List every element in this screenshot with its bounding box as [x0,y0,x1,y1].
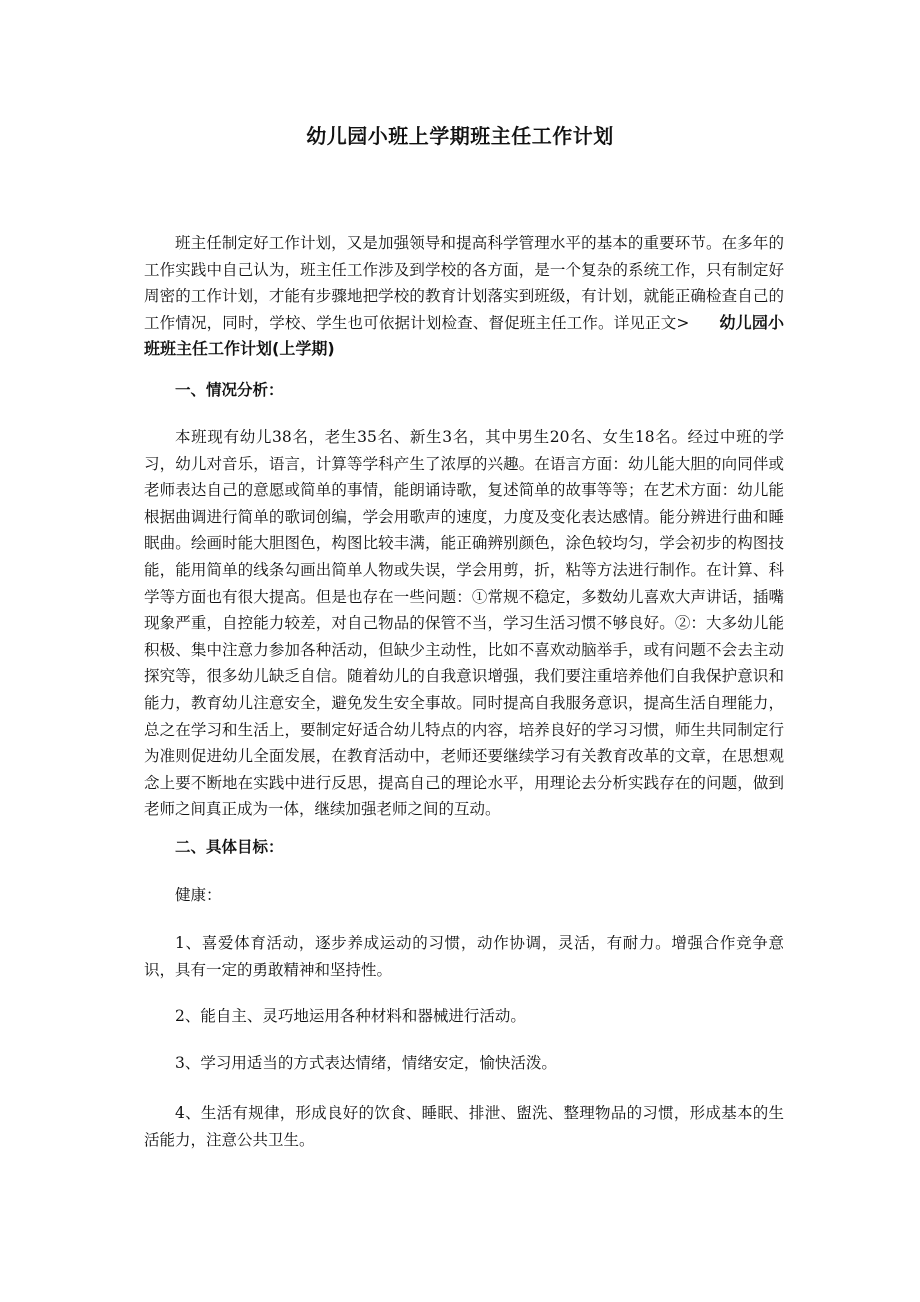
goal-item: 3、学习用适当的方式表达情绪，情绪安定，愉快活泼。 [175,1054,557,1072]
goal-item: 4、生活有规律，形成良好的饮食、睡眠、排泄、盥洗、整理物品的习惯，形成基本的生活能力，注意公共卫生。 [144,1104,784,1149]
intro-text: 班主任制定好工作计划，又是加强领导和提高科学管理水平的基本的重要环节。在多年的工作实践中自己认为，班主任工作涉及到学校的各方面，是一个复杂的系统工作，只有制定好周密的工作计划，才能有步骤地把学校的教育计划落实到班级，有计划，就能正确检查自己的工作情况，同时，学校、学生也可依据计划检查、督促班主任工作。 [144,234,784,332]
page-title: 幼儿园小班上学期班主任工作计划 [306,124,614,148]
health-label: 健康： [175,886,222,904]
intro-paragraph [144,230,784,363]
see-more-link[interactable]: 详见正文> [613,313,690,332]
document-subtitle: 幼儿园小班班主任工作计划(上学期) [144,312,784,359]
goal-item: 2、能自主、灵巧地运用各种材料和器械进行活动。 [175,1007,526,1025]
analysis-paragraph: 本班现有幼儿38名，老生35名、新生3名，其中男生20名、女生18名。经过中班的学习，幼儿对音乐，语言，计算等学科产生了浓厚的兴趣。在语言方面：幼儿能大胆的向同伴或老师表达自己的意愿或简单的事情，能朗诵诗歌，复述简单的故事等等；在艺术方面：幼儿能根据曲调进行简单的歌词创编，学会用歌声的速度，力度及变化表达感情。能分辨进行曲和睡眠曲。绘画时能大胆图色，构图比较丰满，能正确辨别颜色，涂色较均匀，学会初步的构图技能，能用简单的线条勾画出简单人物或失误，学会用剪，折，粘等方法进行制作。在计算、科学等方面也有很大提高。但是也存在一些问题：①常规不稳定，多数幼儿喜欢大声讲话，插嘴现象严重，自控能力较差，对自己物品的保管不当，学习生活习惯不够良好。②：大多幼儿能积极、集中注意力参加各种活动，但缺少主动性，比如不喜欢动脑举手，或有问题不会去主动探究等，很多幼儿缺乏自信。随着幼儿的自我意识增强，我们要注重培养他们自我保护意识和能力，教育幼儿注意安全，避免发生安全事故。同时提高自我服务意识，提高生活自理能力，总之在学习和生活上，要制定好适合幼儿特点的内容，培养良好的学习习惯，师生共同制定行为准则促进幼儿全面发展，在教育活动中，老师还要继续学习有关教育改革的文章，在思想观念上要不断地在实践中进行反思，提高自己的理论水平，用理论去分析实践存在的问题，做到老师之间真正成为一体，继续加强老师之间的互动。 [144,428,784,819]
section-heading-analysis: 一、情况分析： [175,381,284,399]
section-heading-goals: 二、具体目标： [175,838,284,856]
goal-item: 1、喜爱体育活动，逐步养成运动的习惯，动作协调，灵活，有耐力。增强合作竞争意识，具有一定的勇敢精神和坚持性。 [144,934,784,979]
